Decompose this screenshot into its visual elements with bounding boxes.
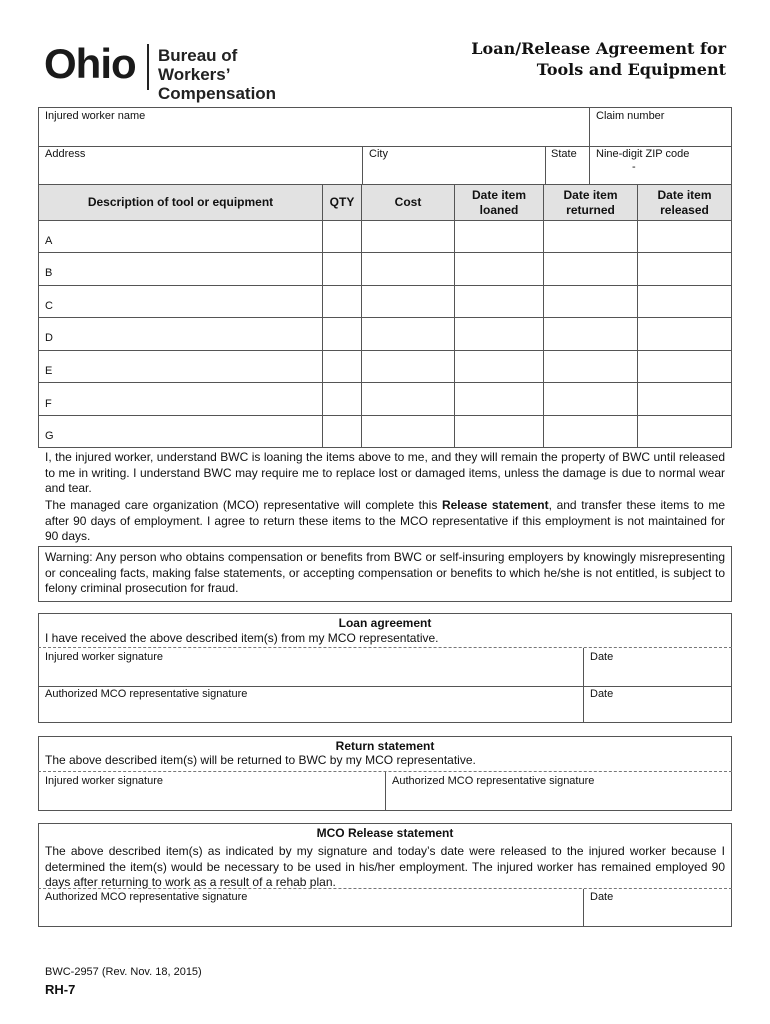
injured-worker-name-field[interactable] xyxy=(43,124,583,144)
col-header-cost: Cost xyxy=(362,185,454,220)
logo-divider xyxy=(147,44,149,90)
return-mco-signature-field[interactable] xyxy=(390,790,728,808)
address-field[interactable] xyxy=(43,162,359,182)
city-field[interactable] xyxy=(367,162,540,182)
row-divider xyxy=(38,415,732,416)
return-mco-signature-label: Authorized MCO representative signature xyxy=(392,775,595,787)
divider xyxy=(38,220,732,221)
claim-number-field[interactable] xyxy=(594,124,728,144)
row-label-a: A xyxy=(45,235,53,247)
loan-mco-signature-field[interactable] xyxy=(43,703,578,721)
logo-ohio-text: Ohio xyxy=(44,40,136,87)
mco-release-text: The above described item(s) as indicated by my signature and today’s date were released to the injured worker because I determined the item(s) would be necessary to be used in his/her employment. The injured worker has remained employed 90 days after returning to work as a result of a rehab plan. xyxy=(45,844,725,889)
col-header-qty: QTY xyxy=(323,185,361,220)
loan-terms-paragraph: I, the injured worker, understand BWC is loaning the items above to me, and they will remain the property of BWC until released to me in writing. I understand BWC may require me to replace lost or damaged items, unless the damage is due to normal wear and tear. xyxy=(45,450,725,495)
loan-worker-signature-field[interactable] xyxy=(43,666,578,684)
col-header-date-loaned: Date item loaned xyxy=(455,185,543,220)
divider xyxy=(38,146,732,147)
form-number: BWC-2957 (Rev. Nov. 18, 2015) xyxy=(45,966,202,978)
row-label-g: G xyxy=(45,430,54,442)
divider xyxy=(545,146,546,184)
form-code: RH-7 xyxy=(45,982,76,997)
state-label: State xyxy=(551,148,577,160)
col-divider xyxy=(543,184,544,448)
loan-date1-field[interactable] xyxy=(588,666,728,684)
divider xyxy=(38,686,732,687)
loan-worker-signature-label: Injured worker signature xyxy=(45,651,164,663)
divider xyxy=(38,647,732,648)
row-label-f: F xyxy=(45,398,52,410)
row-label-b: B xyxy=(45,267,53,279)
row-divider xyxy=(38,382,732,383)
col-divider xyxy=(322,184,323,448)
loan-date2-field[interactable] xyxy=(588,703,728,721)
warning-text: Warning: Any person who obtains compensation or benefits from BWC or self-insuring employers by knowingly misrepresenting or concealing facts, making false statements, or accepting compensation or benefits to which he/she is not entitled, is subject to felony criminal prosecution for fraud. xyxy=(45,550,725,595)
city-label: City xyxy=(369,148,388,160)
divider xyxy=(38,888,732,889)
loan-agreement-title: Loan agreement xyxy=(338,616,432,630)
zip-label: Nine-digit ZIP code xyxy=(596,148,690,160)
row-label-c: C xyxy=(45,300,53,312)
mco-release-title: MCO Release statement xyxy=(316,826,454,840)
col-divider xyxy=(637,184,638,448)
release-mco-signature-label: Authorized MCO representative signature xyxy=(45,891,248,903)
return-worker-signature-field[interactable] xyxy=(43,790,378,808)
divider xyxy=(385,772,386,811)
release-mco-signature-field[interactable] xyxy=(43,906,578,924)
zip-dash: - xyxy=(632,161,636,173)
col-divider xyxy=(361,184,362,448)
col-header-date-released: Date item released xyxy=(638,185,731,220)
return-statement-title: Return statement xyxy=(335,739,435,753)
claim-number-label: Claim number xyxy=(596,110,665,122)
state-field[interactable] xyxy=(549,162,585,182)
col-header-description: Description of tool or equipment xyxy=(39,185,322,220)
release-date-label: Date xyxy=(590,891,614,903)
loan-agreement-text: I have received the above described item(s) from my MCO representative. xyxy=(45,631,439,645)
row-label-e: E xyxy=(45,365,53,377)
row-divider xyxy=(38,252,732,253)
address-label: Address xyxy=(45,148,86,160)
release-date-field[interactable] xyxy=(588,906,728,924)
col-divider xyxy=(454,184,455,448)
divider xyxy=(583,889,584,927)
row-label-d: D xyxy=(45,332,53,344)
loan-mco-signature-label: Authorized MCO representative signature xyxy=(45,688,248,700)
return-statement-text: The above described item(s) will be returned to BWC by my MCO representative. xyxy=(45,753,476,767)
divider xyxy=(589,107,590,146)
loan-date1-label: Date xyxy=(590,651,614,663)
row-divider xyxy=(38,285,732,286)
loan-date2-label: Date xyxy=(590,688,614,700)
divider xyxy=(362,146,363,184)
zip-field[interactable] xyxy=(594,162,728,182)
logo-bureau-text: Bureau of Workers’ Compensation xyxy=(158,46,277,103)
divider xyxy=(589,146,590,184)
release-terms-paragraph: The managed care organization (MCO) representative will complete this Release statement, and transfer these items to me after 90 days of employment. I agree to return these items to the MCO representative if this employment is not maintained for 90 days. xyxy=(45,498,725,543)
injured-worker-name-label: Injured worker name xyxy=(45,110,146,122)
row-divider xyxy=(38,317,732,318)
form-title: Loan/Release Agreement for Tools and Equipment xyxy=(471,39,726,79)
return-worker-signature-label: Injured worker signature xyxy=(45,775,164,787)
bwc-logo xyxy=(44,40,314,103)
col-header-date-returned: Date item returned xyxy=(544,185,637,220)
row-divider xyxy=(38,350,732,351)
